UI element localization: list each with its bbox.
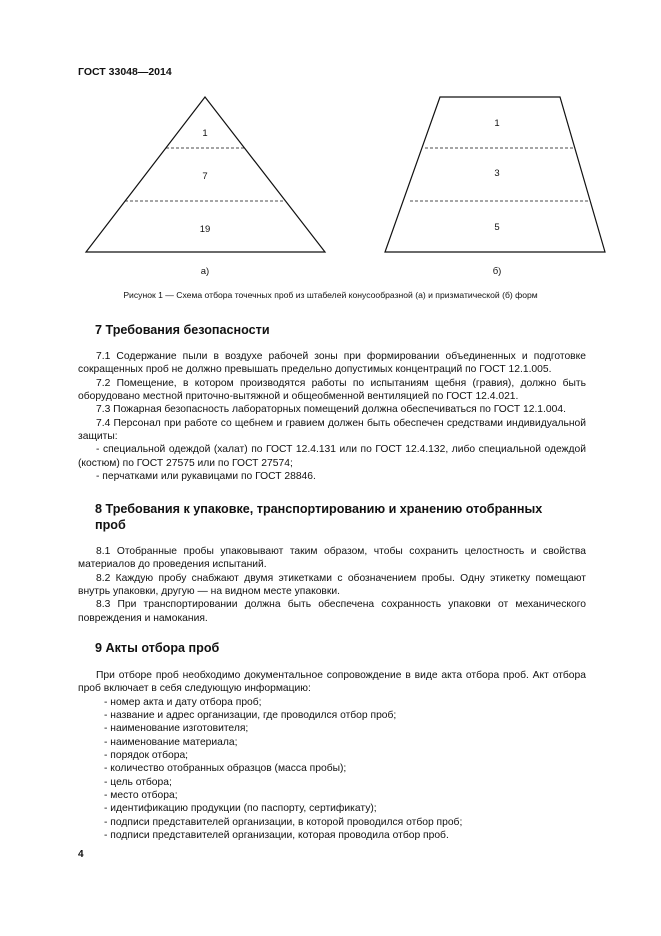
list-item: - порядок отбора; bbox=[104, 750, 189, 762]
paragraph: 8.3 При транспортировании должна быть обеспечена сохранность упаковки от механического повреждения и намокания. bbox=[78, 599, 586, 624]
list-item: - количество отобранных образцов (масса пробы); bbox=[104, 763, 347, 775]
list-item: - наименование изготовителя; bbox=[104, 723, 249, 735]
paragraph: 7.3 Пожарная безопасность лабораторных помещений должна обеспечиваться по ГОСТ 12.1.004. bbox=[96, 404, 566, 416]
page-number: 4 bbox=[78, 849, 84, 860]
paragraph: - перчатками или рукавицами по ГОСТ 28846. bbox=[96, 471, 316, 483]
section-9-heading: 9 Акты отбора проб bbox=[95, 641, 220, 655]
figure-caption: Рисунок 1 — Схема отбора точечных проб из штабелей конусообразной (а) и призматической (б) форм bbox=[123, 290, 538, 300]
zone-label: 1 bbox=[494, 118, 500, 129]
zone-label: 3 bbox=[494, 168, 500, 179]
paragraph: 8.1 Отобранные пробы упаковывают таким образом, чтобы сохранить целостность и свойства материалов до проведения испытаний. bbox=[78, 546, 586, 571]
zone-label: 7 bbox=[202, 171, 208, 182]
zone-label: 5 bbox=[494, 222, 500, 233]
subfigure-label: б) bbox=[492, 266, 502, 277]
paragraph: 7.4 Персонал при работе со щебнем и гравием должен быть обеспечен средствами индивидуальной защиты: bbox=[78, 417, 586, 443]
paragraph: - специальной одеждой (халат) по ГОСТ 12.4.131 или по ГОСТ 12.4.132, либо специальной одеждой (костюм) по ГОСТ 27575 или по ГОСТ 27574; bbox=[78, 444, 586, 469]
list-item: - наименование материала; bbox=[104, 736, 238, 748]
section-8-heading: 8 Требования к упаковке, транспортированию и хранению отобранных проб bbox=[95, 502, 543, 532]
cone-stack-diagram bbox=[86, 97, 325, 277]
list-item: - название и адрес организации, где проводился отбор проб; bbox=[104, 710, 397, 722]
paragraph: 7.2 Помещение, в котором производятся работы по испытаниям щебня (гравия), должно быть оборудовано местной приточно-вытяжной и общеобменной вентиляцией по ГОСТ 12.4.021. bbox=[78, 377, 586, 403]
zone-label: 1 bbox=[202, 128, 208, 139]
paragraph: При отборе проб необходимо документальное сопровождение в виде акта отбора проб. Акт отбора проб включает в себя следующую информацию: bbox=[78, 670, 586, 695]
subfigure-label: а) bbox=[200, 266, 210, 277]
section-9-body bbox=[78, 669, 586, 842]
prism-stack-diagram bbox=[385, 97, 605, 277]
list-item: - подписи представителей организации, которая проводила отбор проб. bbox=[104, 830, 449, 842]
zone-label: 19 bbox=[199, 224, 211, 235]
section-7-body bbox=[78, 350, 586, 483]
section-7-heading: 7 Требования безопасности bbox=[95, 323, 270, 337]
list-item: - номер акта и дату отбора проб; bbox=[104, 696, 262, 708]
list-item: - идентификацию продукции (по паспорту, сертификату); bbox=[104, 803, 377, 815]
section-8-body bbox=[78, 545, 586, 625]
list-item: - цель отбора; bbox=[104, 776, 172, 788]
document-header: ГОСТ 33048—2014 bbox=[78, 66, 172, 78]
figure-1 bbox=[0, 0, 661, 290]
list-item: - место отбора; bbox=[104, 790, 178, 802]
paragraph: 7.1 Содержание пыли в воздухе рабочей зоны при формировании объединенных и подготовке сокращенных проб не должно превышать предельно допустимых концентраций по ГОСТ 12.1.005. bbox=[78, 351, 586, 376]
list-item: - подписи представителей организации, в которой проводился отбор проб; bbox=[104, 816, 463, 828]
paragraph: 8.2 Каждую пробу снабжают двумя этикетками с обозначением пробы. Одну этикетку помещают внутрь упаковки, другую — на видном месте упаковки. bbox=[78, 572, 586, 598]
